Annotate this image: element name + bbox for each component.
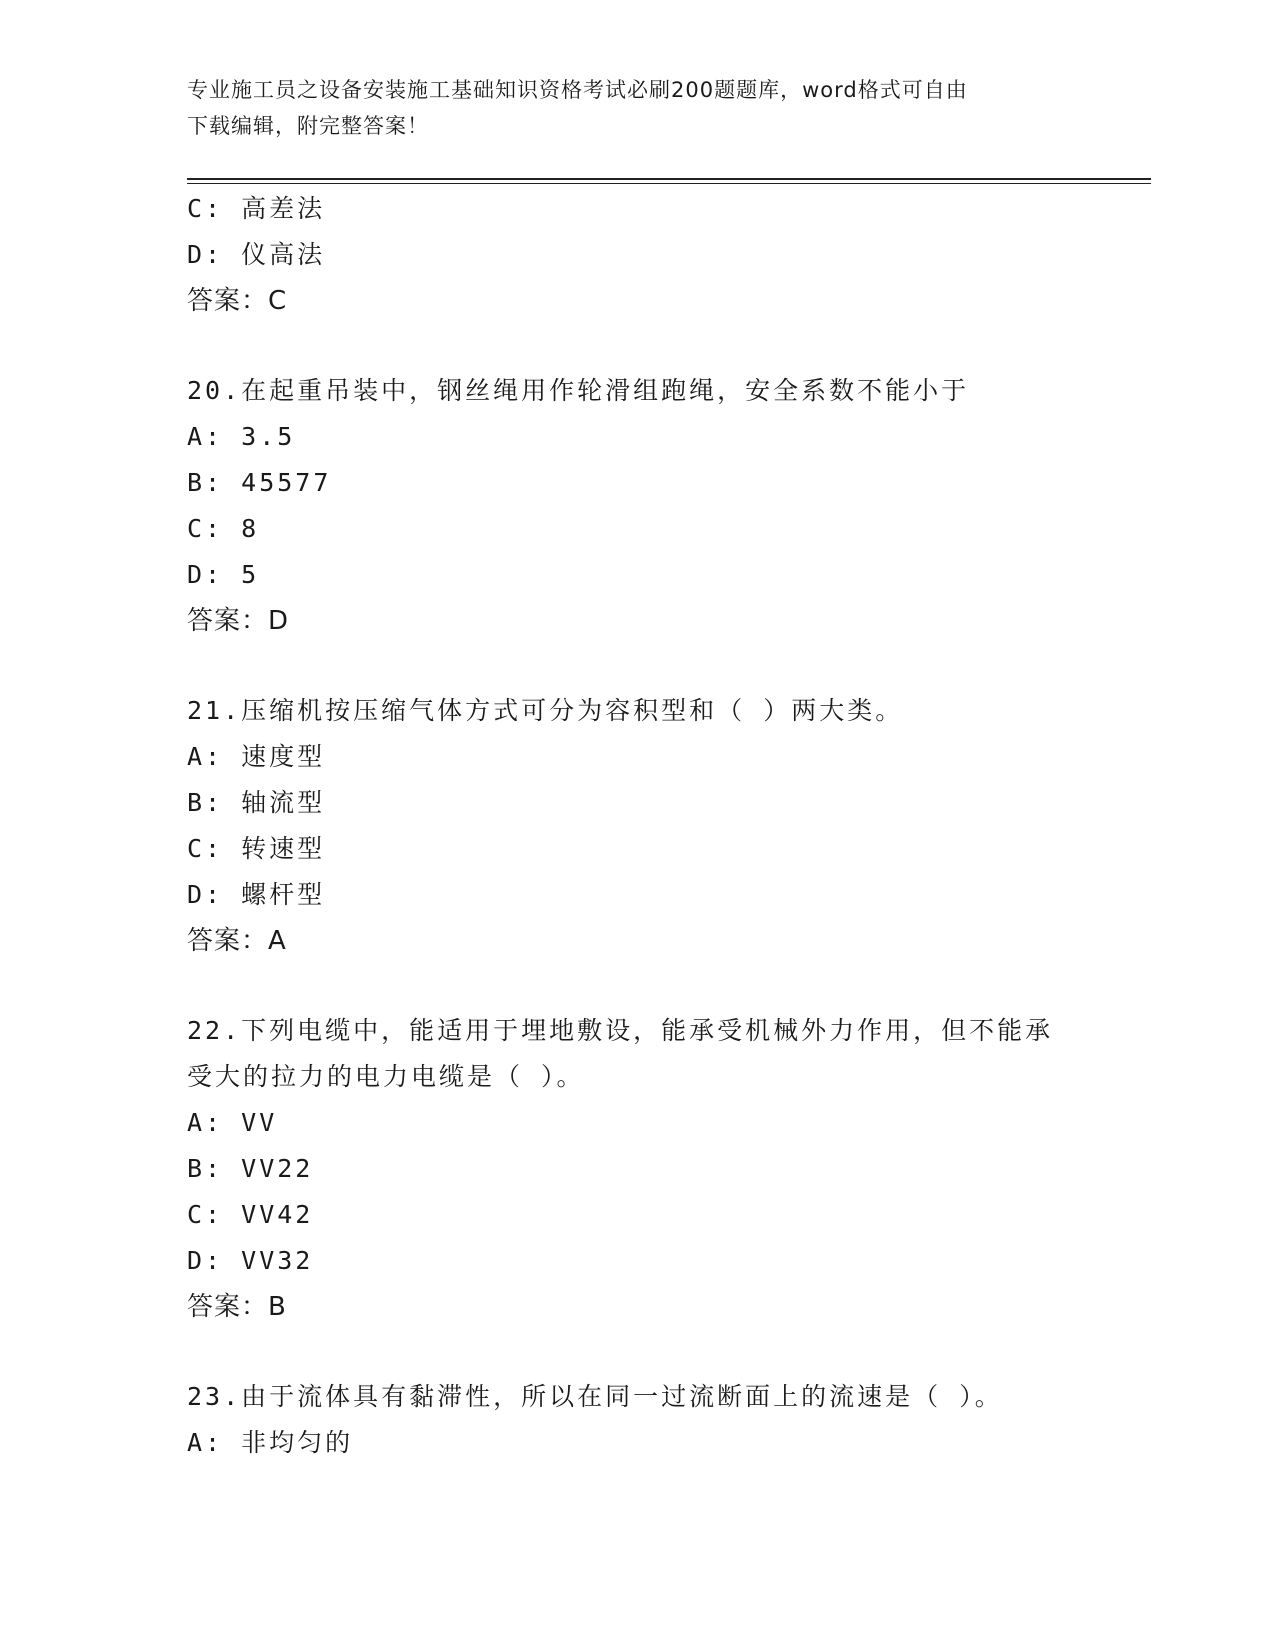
question-block-22 (187, 1008, 1087, 1330)
header-rule-thick (187, 178, 1151, 180)
option-c: C: 转速型 (187, 834, 326, 863)
question-text: 20.在起重吊装中，钢丝绳用作轮滑组跑绳，安全系数不能小于 (187, 376, 970, 405)
option-d: D: VV32 (187, 1246, 314, 1275)
option-a: A: VV (187, 1108, 278, 1137)
question-text: 21.压缩机按压缩气体方式可分为容积型和（ ）两大类。 (187, 696, 904, 725)
answer-line: 答案：D (187, 606, 290, 636)
header-rule-thin (187, 183, 1151, 184)
header-title-line-2: 下载编辑，附完整答案！ (187, 114, 429, 138)
header-title-line-1: 专业施工员之设备安装施工基础知识资格考试必刷200题题库，word格式可自由 (187, 78, 968, 102)
option-d: D: 5 (187, 560, 260, 589)
option-b: B: VV22 (187, 1154, 314, 1183)
answer-line: 答案：A (187, 926, 287, 956)
question-block-21 (187, 688, 1087, 964)
option-c: C: 高差法 (187, 194, 326, 223)
option-b: B: 45577 (187, 468, 332, 497)
answer-line: 答案：C (187, 286, 288, 316)
option-d: D: 螺杆型 (187, 880, 326, 909)
option-a: A: 速度型 (187, 742, 326, 771)
question-block-previous (187, 186, 1087, 324)
option-a: A: 非均匀的 (187, 1428, 354, 1457)
option-c: C: VV42 (187, 1200, 314, 1229)
question-text-line-2: 受大的拉力的电力电缆是（ ）。 (187, 1062, 585, 1091)
option-c: C: 8 (187, 514, 260, 543)
question-block-23 (187, 1374, 1087, 1466)
answer-line: 答案：B (187, 1292, 287, 1322)
document-header (187, 72, 1087, 144)
question-text: 23.由于流体具有黏滞性，所以在同一过流断面上的流速是（ ）。 (187, 1382, 1003, 1411)
question-text-line-1: 22.下列电缆中，能适用于埋地敷设，能承受机械外力作用，但不能承 (187, 1016, 1054, 1045)
option-d: D: 仪高法 (187, 240, 326, 269)
question-block-20 (187, 368, 1087, 644)
option-b: B: 轴流型 (187, 788, 326, 817)
question-list (187, 186, 1087, 1466)
option-a: A: 3.5 (187, 422, 296, 451)
